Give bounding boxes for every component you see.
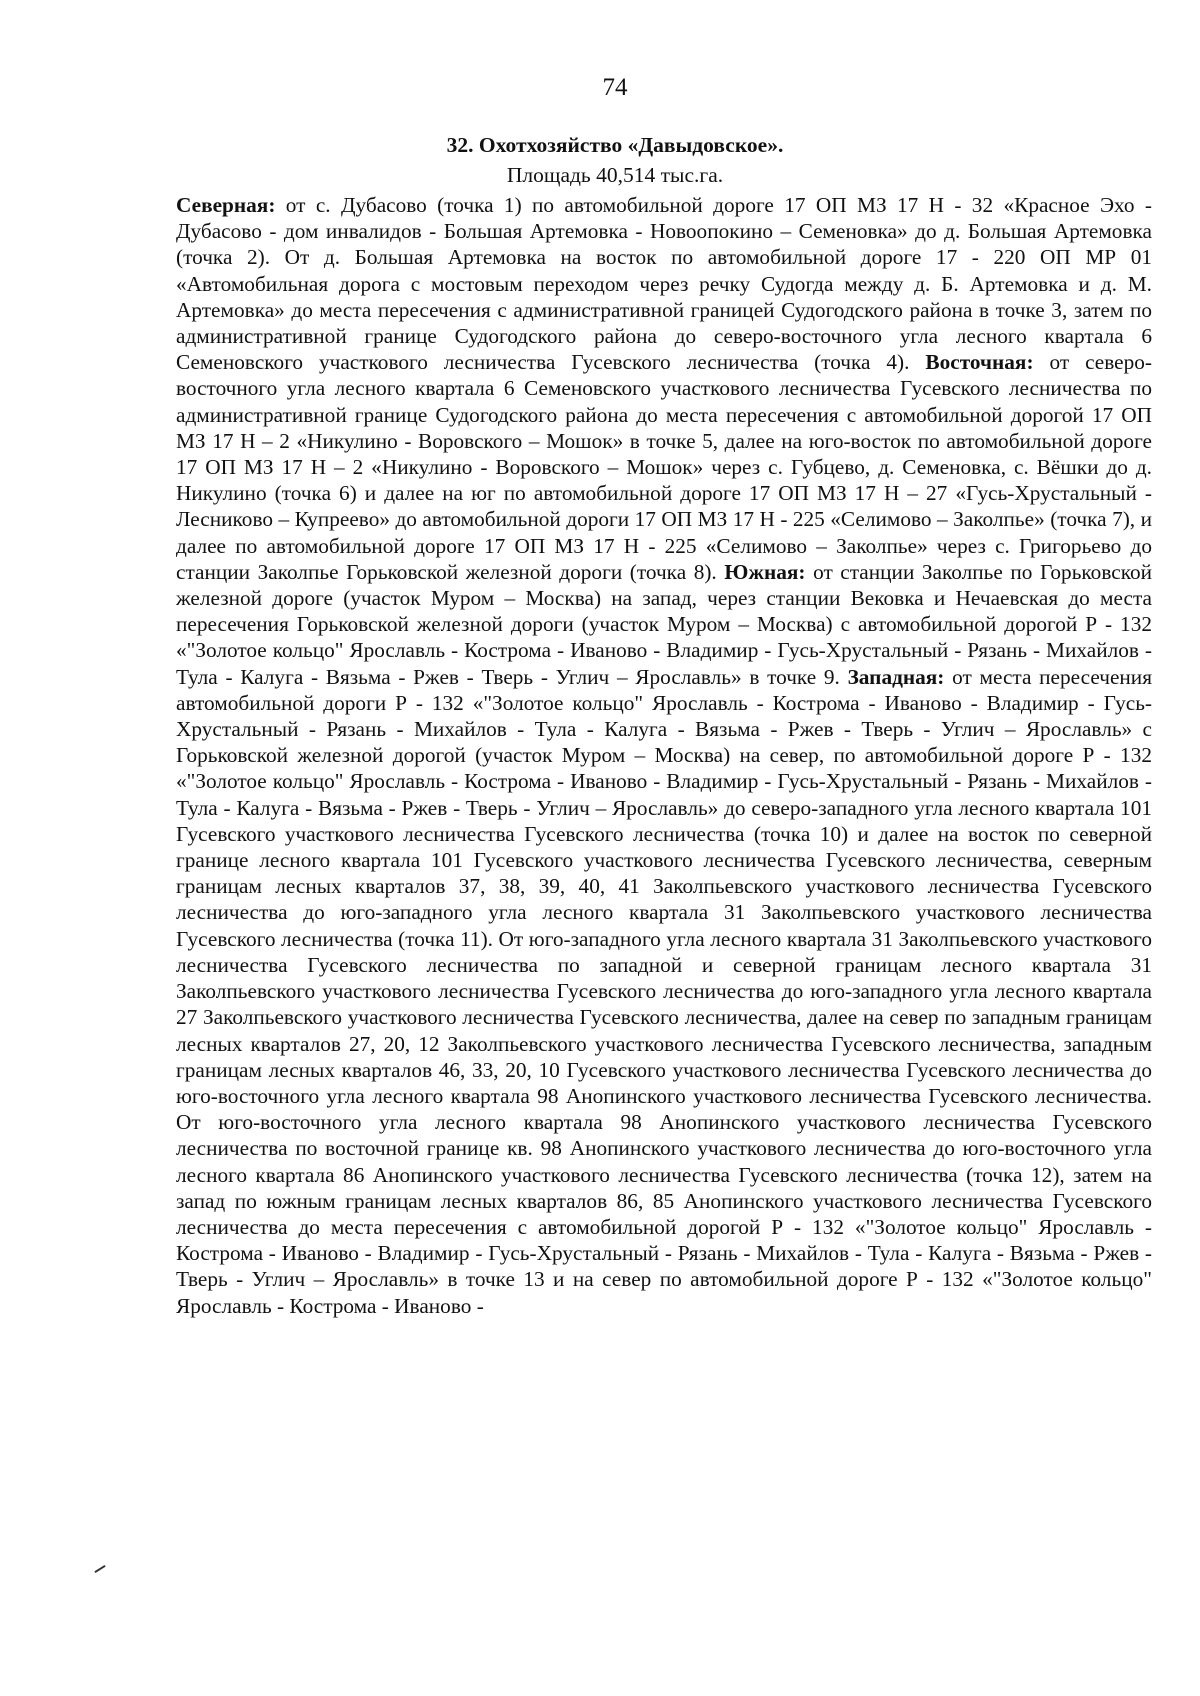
margin-pen-mark <box>94 1565 105 1573</box>
north-boundary-text: от с. Дубасово (точка 1) по автомобильной дороге 17 ОП МЗ 17 Н - 32 «Красное Эхо - Дубасово - дом инвалидов - Большая Артемовка - Новоопокино – Семеновка» до д. Большая Артемовка (точка 2). От д. Большая Артемовка на восток по автомобильной дороге 17 - 220 ОП МР 01 «Автомобильная дорога с мостовым переходом через речку Судогда между д. Б. Артемовка и д. М. Артемовка» до места пересечения с административной границей Судогодского района в точке 3, затем по административной границе Судогодского района до северо-восточного угла лесного квартала 6 Семеновского участкового лесничества Гусевского лесничества (точка 4). <box>176 193 1152 375</box>
page-number: 74 <box>602 74 628 101</box>
east-boundary-text: от северо-восточного угла лесного квартала 6 Семеновского участкового лесничества Гусевского лесничества по административной границе Судогодского района до места пересечения с автомобильной дорогой 17 ОП МЗ 17 Н – 2 «Никулино - Воровского – Мошок» в точке 5, далее на юго-восток по автомобильной дороге 17 ОП МЗ 17 Н – 2 «Никулино - Воровского – Мошок» через с. Губцево, д. Семеновка, с. Вёшки до д. Никулино (точка 6) и далее на юг по автомобильной дороге 17 ОП МЗ 17 Н – 27 «Гусь-Хрустальный - Лесниково – Купреево» до автомобильной дороги 17 ОП МЗ 17 Н - 225 «Селимово – Заколпье» (точка 7), и далее по автомобильной дороге 17 ОП МЗ 17 Н - 225 «Селимово – Заколпье» через с. Григорьево до станции Заколпье Горьковской железной дороги (точка 8). <box>176 350 1153 584</box>
area-line: Площадь 40,514 тыс.га. <box>506 163 724 187</box>
north-boundary-label: Северная: <box>176 193 276 217</box>
document-title: 32. Охотхозяйство «Давыдовское». <box>446 133 784 157</box>
boundary-description <box>176 192 1152 1319</box>
south-boundary-text: от станции Заколпье по Горьковской железной дороге (участок Муром – Москва) на запад, через станции Вековка и Нечаевская до места пересечения Горьковской железной дороги (участок Муром – Москва) с автомобильной дорогой Р - 132 «"Золотое кольцо" Ярославль - Кострома - Иваново - Владимир - Гусь-Хрустальный - Рязань - Михайлов - Тула - Калуга - Вязьма - Ржев - Тверь - Углич – Ярославль» в точке 9. <box>176 559 1153 689</box>
west-boundary-text: от места пересечения автомобильной дороги Р - 132 «"Золотое кольцо" Ярославль - Кострома - Иваново - Владимир - Гусь-Хрустальный - Рязань - Михайлов - Тула - Калуга - Вязьма - Ржев - Тверь - Углич – Ярославль» с Горьковской железной дорогой (участок Муром – Москва) на север, по автомобильной дороге Р - 132 «"Золотое кольцо" Ярославль - Кострома - Иваново - Владимир - Гусь-Хрустальный - Рязань - Михайлов - Тула - Калуга - Вязьма - Ржев - Тверь - Углич – Ярославль» до северо-западного угла лесного квартала 101 Гусевского участкового лесничества Гусевского лесничества (точка 10) и далее на восток по северной границе лесного квартала 101 Гусевского участкового лесничества Гусевского лесничества, северным границам лесных кварталов 37, 38, 39, 40, 41 Заколпьевского участкового лесничества Гусевского лесничества до юго-западного угла лесного квартала 31 Заколпьевского участкового лесничества Гусевского лесничества (точка 11). От юго-западного угла лесного квартала 31 Заколпьевского участкового лесничества Гусевского лесничества по западной и северной границам лесного квартала 31 Заколпьевского участкового лесничества Гусевского лесничества до юго-западного угла лесного квартала 27 Заколпьевского участкового лесничества Гусевского лесничества, далее на север по западным границам лесных кварталов 27, 20, 12 Заколпьевского участкового лесничества Гусевского лесничества, западным границам лесных кварталов 46, 33, 20, 10 Гусевского участкового лесничества Гусевского лесничества до юго-восточного угла лесного квартала 98 Анопинского участкового лесничества Гусевского лесничества. От юго-восточного угла лесного квартала 98 Анопинского участкового лесничества Гусевского лесничества по восточной границе кв. 98 Анопинского участкового лесничества до юго-восточного угла лесного квартала 86 Анопинского участкового лесничества Гусевского лесничества (точка 12), затем на запад по южным границам лесных кварталов 86, 85 Анопинского участкового лесничества Гусевского лесничества до места пересечения с автомобильной дорогой Р - 132 «"Золотое кольцо" Ярославль - Кострома - Иваново - Владимир - Гусь-Хрустальный - Рязань - Михайлов - Тула - Калуга - Вязьма - Ржев - Тверь - Углич – Ярославль» в точке 13 и на север по автомобильной дороге Р - 132 «"Золотое кольцо" Ярославль - Кострома - Иваново - <box>176 664 1152 1318</box>
south-boundary-label: Южная: <box>724 559 806 584</box>
west-boundary-label: Западная: <box>847 664 945 689</box>
east-boundary-label: Восточная: <box>925 350 1034 375</box>
